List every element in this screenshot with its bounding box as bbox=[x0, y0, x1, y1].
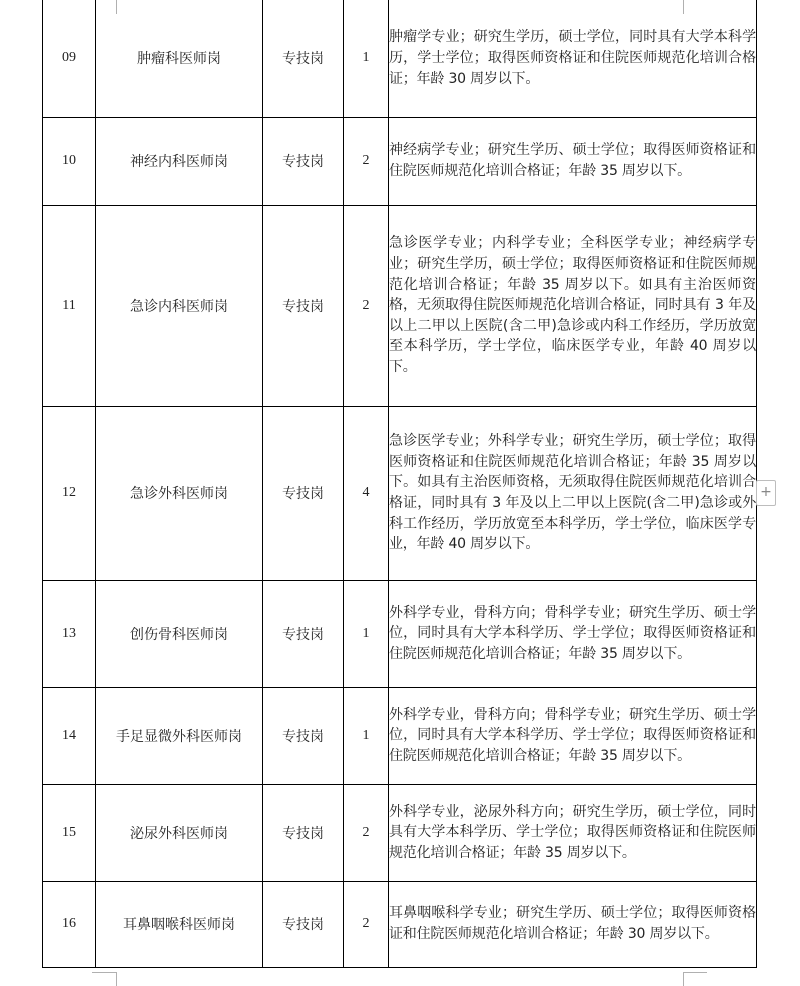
position-title: 急诊内科医师岗 bbox=[96, 205, 263, 406]
table-row bbox=[43, 580, 757, 687]
position-type: 专技岗 bbox=[263, 580, 344, 687]
job-positions-table bbox=[42, 0, 757, 968]
position-requirements: 神经病学专业；研究生学历、硕士学位；取得医师资格证和住院医师规范化培训合格证；年龄 35 周岁以下。 bbox=[389, 117, 757, 205]
table-row bbox=[43, 0, 757, 117]
position-requirements: 肿瘤学专业；研究生学历，硕士学位，同时具有大学本科学历，学士学位；取得医师资格证和住院医师规范化培训合格证；年龄 30 周岁以下。 bbox=[389, 0, 757, 117]
position-count: 1 bbox=[344, 0, 389, 117]
position-type: 专技岗 bbox=[263, 881, 344, 967]
position-count: 1 bbox=[344, 687, 389, 784]
position-requirements: 急诊医学专业；内科学专业；全科医学专业；神经病学专业；研究生学历，硕士学位；取得医师资格证和住院医师规范化培训合格证；年龄 35 周岁以下。如具有主治医师资格，无须取得住院医师规范化培训合格证，同时具有 3 年及以上二甲以上医院(含二甲)急诊或内科工作经历，学历放宽至本科学历，学士学位，临床医学专业，年龄 40 周岁以下。 bbox=[389, 205, 757, 406]
table-row bbox=[43, 205, 757, 406]
position-type: 专技岗 bbox=[263, 0, 344, 117]
row-number: 16 bbox=[43, 881, 96, 967]
row-number: 09 bbox=[43, 0, 96, 117]
position-type: 专技岗 bbox=[263, 406, 344, 580]
table-row bbox=[43, 406, 757, 580]
crop-mark-bottom-right-h bbox=[683, 972, 707, 973]
row-number: 15 bbox=[43, 784, 96, 881]
position-type: 专技岗 bbox=[263, 117, 344, 205]
table-row bbox=[43, 881, 757, 967]
table-row bbox=[43, 784, 757, 881]
crop-mark-bottom-left-v bbox=[116, 972, 117, 986]
position-type: 专技岗 bbox=[263, 205, 344, 406]
row-number: 11 bbox=[43, 205, 96, 406]
position-title: 肿瘤科医师岗 bbox=[96, 0, 263, 117]
position-count: 4 bbox=[344, 406, 389, 580]
row-number: 13 bbox=[43, 580, 96, 687]
position-requirements: 外科学专业，泌尿外科方向；研究生学历，硕士学位，同时具有大学本科学历、学士学位；取得医师资格证和住院医师规范化培训合格证；年龄 35 周岁以下。 bbox=[389, 784, 757, 881]
position-title: 神经内科医师岗 bbox=[96, 117, 263, 205]
position-count: 2 bbox=[344, 117, 389, 205]
position-type: 专技岗 bbox=[263, 687, 344, 784]
position-title: 创伤骨科医师岗 bbox=[96, 580, 263, 687]
table-row bbox=[43, 117, 757, 205]
position-requirements: 耳鼻咽喉科学专业；研究生学历、硕士学位；取得医师资格证和住院医师规范化培训合格证；年龄 30 周岁以下。 bbox=[389, 881, 757, 967]
row-number: 12 bbox=[43, 406, 96, 580]
crop-mark-bottom-right-v bbox=[683, 972, 684, 986]
position-type: 专技岗 bbox=[263, 784, 344, 881]
position-requirements: 外科学专业，骨科方向；骨科学专业；研究生学历、硕士学位，同时具有大学本科学历、学士学位；取得医师资格证和住院医师规范化培训合格证；年龄 35 周岁以下。 bbox=[389, 687, 757, 784]
position-title: 急诊外科医师岗 bbox=[96, 406, 263, 580]
position-count: 2 bbox=[344, 881, 389, 967]
row-number: 10 bbox=[43, 117, 96, 205]
position-title: 手足显微外科医师岗 bbox=[96, 687, 263, 784]
position-title: 耳鼻咽喉科医师岗 bbox=[96, 881, 263, 967]
position-count: 1 bbox=[344, 580, 389, 687]
position-requirements: 急诊医学专业；外科学专业；研究生学历，硕士学位；取得医师资格证和住院医师规范化培训合格证；年龄 35 周岁以下。如具有主治医师资格，无须取得住院医师规范化培训合格证，同时具有 3 年及以上二甲以上医院(含二甲)急诊或外科工作经历，学历放宽至本科学历，学士学位，临床医学专业，年龄 40 周岁以下。 bbox=[389, 406, 757, 580]
position-count: 2 bbox=[344, 784, 389, 881]
position-count: 2 bbox=[344, 205, 389, 406]
table-row bbox=[43, 687, 757, 784]
add-row-button[interactable]: + bbox=[756, 480, 776, 506]
position-requirements: 外科学专业，骨科方向；骨科学专业；研究生学历、硕士学位，同时具有大学本科学历、学士学位；取得医师资格证和住院医师规范化培训合格证；年龄 35 周岁以下。 bbox=[389, 580, 757, 687]
crop-mark-bottom-left-h bbox=[92, 972, 116, 973]
row-number: 14 bbox=[43, 687, 96, 784]
position-title: 泌尿外科医师岗 bbox=[96, 784, 263, 881]
